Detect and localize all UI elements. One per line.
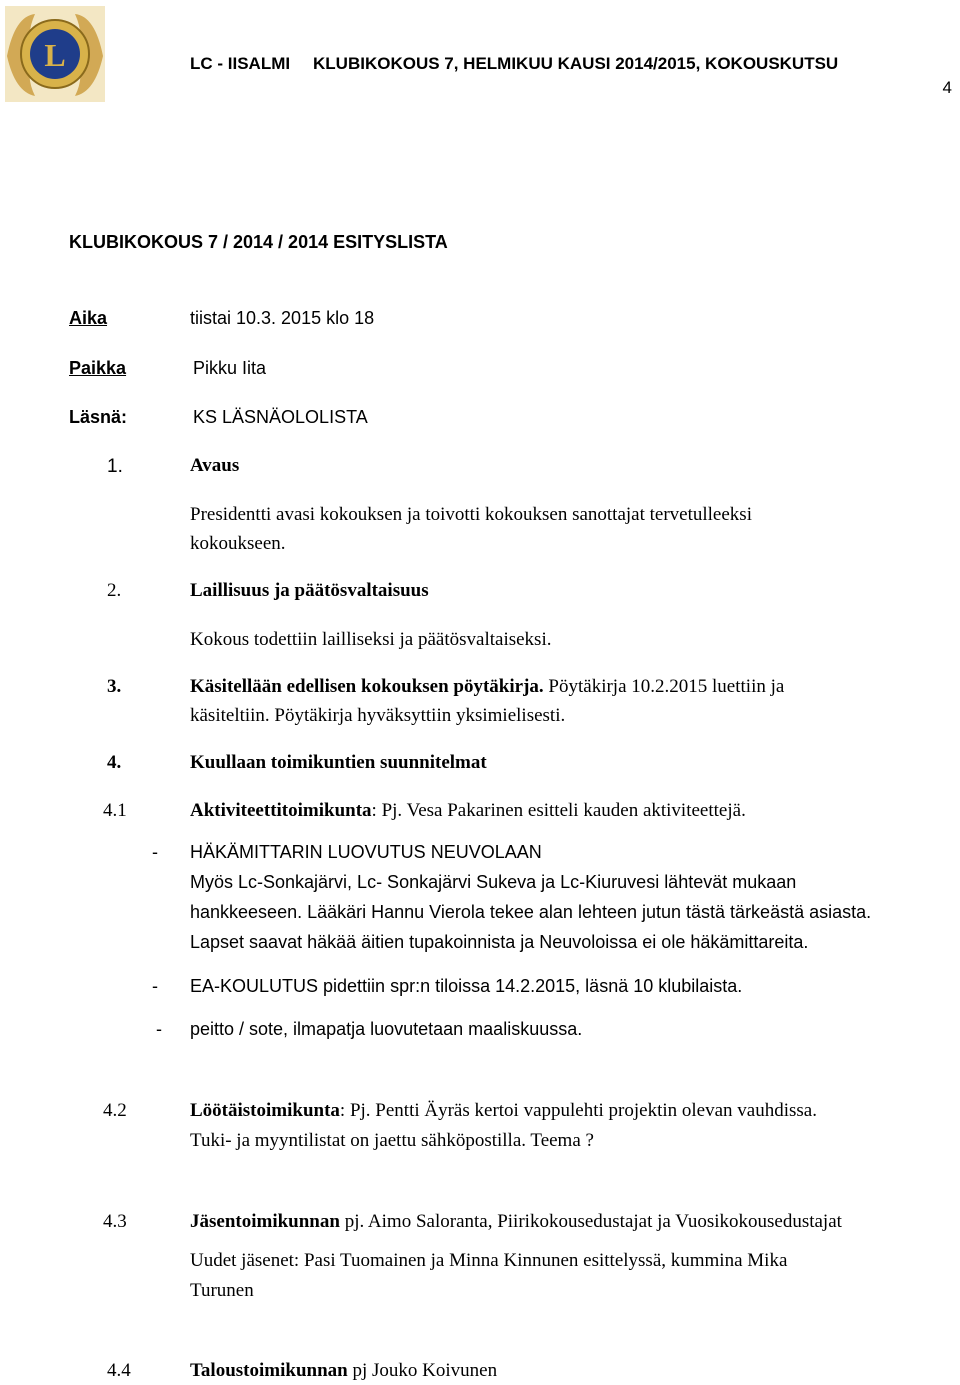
aika-label: Aika xyxy=(69,308,108,328)
item-4-1-number: 4.1 xyxy=(103,800,127,821)
item-4-4-text: pj Jouko Koivunen xyxy=(347,1360,498,1381)
bullet-2-text: EA-KOULUTUS pidettiin spr:n tiloissa 14.2.2015, läsnä 10 klubilaista. xyxy=(190,976,743,996)
item-4-heading: Kuullaan toimikuntien suunnitelmat xyxy=(190,752,487,773)
lions-logo xyxy=(5,6,105,102)
paikka-label: Paikka xyxy=(69,358,127,378)
bullet-3-text: peitto / sote, ilmapatja luovutetaan maaliskuussa. xyxy=(190,1019,583,1039)
item-3-line-1 xyxy=(190,676,784,698)
item-3-heading: Käsitellään edellisen kokouksen pöytäkirja. xyxy=(190,676,544,697)
svg-text:L: L xyxy=(44,37,66,73)
item-1-text-2: kokoukseen. xyxy=(190,533,286,554)
item-3-number: 3. xyxy=(107,676,122,697)
item-4-2-line xyxy=(190,1100,817,1122)
lions-emblem-icon xyxy=(5,6,105,102)
item-4-4-number: 4.4 xyxy=(107,1360,131,1381)
item-4-2-text-1: : Pj. Pentti Äyräs kertoi vappulehti projektin olevan vauhdissa. xyxy=(339,1100,817,1121)
item-4-2-number: 4.2 xyxy=(103,1100,127,1121)
item-4-1-line xyxy=(190,800,746,822)
header-club: LC - IISALMI xyxy=(190,54,291,73)
lasna-label: Läsnä: xyxy=(69,407,128,427)
item-4-3-text-1: pj. Aimo Saloranta, Piirikokousedustajat ja Vuosikokousedustajat xyxy=(339,1211,842,1232)
bullet-1-text-1: Myös Lc-Sonkajärvi, Lc- Sonkajärvi Sukeva ja Lc-Kiuruvesi lähtevät mukaan xyxy=(190,872,797,892)
paikka-value: Pikku Iita xyxy=(193,358,267,378)
item-4-2-text-2: Tuki- ja myyntilistat on jaettu sähköpostilla. Teema ? xyxy=(190,1130,594,1151)
bullet-1-text-3: Lapset saavat häkää äitien tupakoinnista ja Neuvoloissa ei ole häkämittareita. xyxy=(190,932,809,952)
item-4-4-line xyxy=(190,1360,497,1382)
item-2-text: Kokous todettiin lailliseksi ja päätösvaltaiseksi. xyxy=(190,629,552,650)
item-4-3-text-3: Turunen xyxy=(190,1280,254,1301)
item-4-2-heading: Löötäistoimikunta xyxy=(190,1100,340,1121)
item-2-number: 2. xyxy=(107,580,122,601)
item-4-4-heading: Taloustoimikunnan xyxy=(190,1360,348,1381)
item-1-text-1: Presidentti avasi kokouksen ja toivotti kokouksen sanottajat tervetulleeksi xyxy=(190,504,752,525)
item-4-3-line xyxy=(190,1211,842,1233)
bullet-3-dash: - xyxy=(156,1019,162,1039)
item-2-heading: Laillisuus ja päätösvaltaisuus xyxy=(190,580,429,601)
item-4-3-heading: Jäsentoimikunnan xyxy=(190,1211,340,1232)
item-3-text-1: Pöytäkirja 10.2.2015 luettiin ja xyxy=(543,676,785,697)
item-1-heading: Avaus xyxy=(190,455,240,476)
item-3-text-2: käsiteltiin. Pöytäkirja hyväksyttiin yksimielisesti. xyxy=(190,705,566,726)
page-number: 4 xyxy=(942,78,952,97)
item-4-1-text: : Pj. Vesa Pakarinen esitteli kauden aktiviteettejä. xyxy=(371,800,746,821)
header-meeting: KLUBIKOKOUS 7, HELMIKUU KAUSI 2014/2015, KOKOUSKUTSU xyxy=(313,54,839,73)
bullet-1-text-2: hankkeeseen. Lääkäri Hannu Vierola tekee alan lehteen jutun tästä tärkeästä asiasta. xyxy=(190,902,872,922)
aika-value: tiistai 10.3. 2015 klo 18 xyxy=(190,308,375,328)
bullet-1-dash: - xyxy=(152,842,158,862)
bullet-1-heading: HÄKÄMITTARIN LUOVUTUS NEUVOLAAN xyxy=(190,842,542,862)
lasna-value: KS LÄSNÄOLOLISTA xyxy=(193,407,368,427)
item-4-3-number: 4.3 xyxy=(103,1211,127,1232)
page-title: KLUBIKOKOUS 7 / 2014 / 2014 ESITYSLISTA xyxy=(69,232,448,252)
item-1-number: 1. xyxy=(107,456,123,477)
item-4-number: 4. xyxy=(107,752,122,773)
bullet-2-dash: - xyxy=(152,976,158,996)
item-4-3-text-2: Uudet jäsenet: Pasi Tuomainen ja Minna Kinnunen esittelyssä, kummina Mika xyxy=(190,1250,788,1271)
item-4-1-heading: Aktiviteettitoimikunta xyxy=(190,800,372,821)
